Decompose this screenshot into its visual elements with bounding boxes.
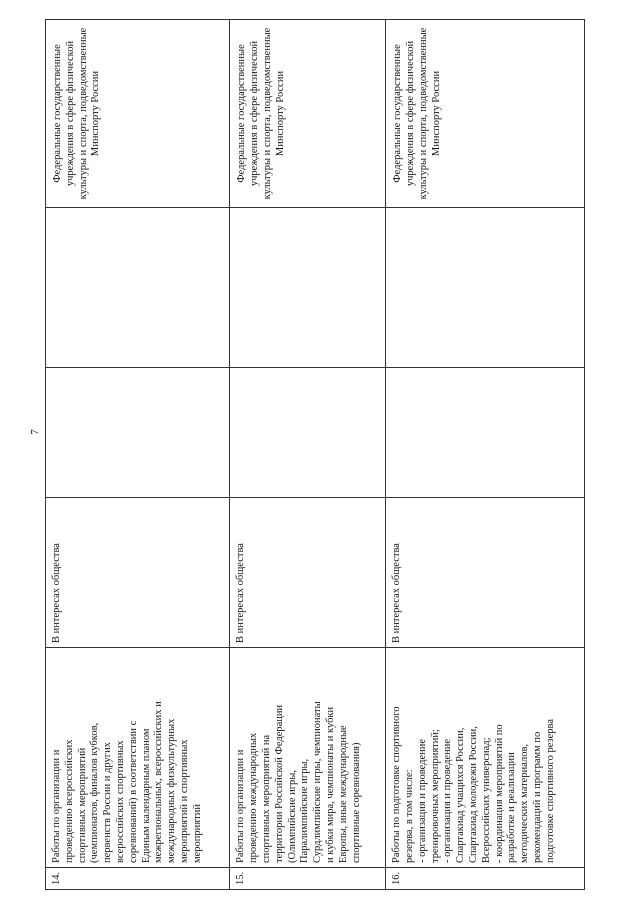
description-line: проведению всероссийских <box>63 739 75 863</box>
description-line: методических материалов, <box>519 743 531 863</box>
row-description <box>386 648 585 868</box>
description-line: Работы по организации и <box>51 749 62 863</box>
description-line: - организация и проведение <box>442 738 454 863</box>
row-purpose: В интересах общества <box>386 498 585 648</box>
row-organization: Федеральные государственные учреждения в сфере физической культуры и спорта, подведомственные Минспорту России <box>230 20 386 208</box>
description-line: разработке и реализации <box>506 752 518 863</box>
works-table <box>45 19 585 890</box>
description-line: Европы, иные международные <box>337 725 349 863</box>
row-empty-cell <box>230 368 386 498</box>
row-description <box>46 648 230 868</box>
description-line: - координация мероприятий по <box>493 724 505 863</box>
description-line: спортивные соревнования) <box>350 742 362 863</box>
table-row <box>46 20 230 890</box>
row-organization: Федеральные государственные учреждения в сфере физической культуры и спорта, подведомственные Минспорту России <box>386 20 585 208</box>
row-purpose: В интересах общества <box>230 498 386 648</box>
description-line: рекомендаций и программ по <box>531 731 543 863</box>
page-number: 7 <box>28 429 41 435</box>
description-line: соревнований) в соответствии с <box>127 720 139 863</box>
description-line: и кубки мира, чемпионаты и кубки <box>325 706 337 863</box>
description-line: спортивных мероприятий на <box>261 734 273 863</box>
description-line: всероссийских спортивных <box>114 740 126 863</box>
description-line: мероприятий и спортивных <box>178 739 190 863</box>
description-line: Работы по организации и <box>235 749 247 863</box>
description-line: территории Российской Федерации <box>273 704 285 863</box>
row-empty-cell <box>46 208 230 368</box>
description-line: резерва, в том числе: <box>403 769 415 863</box>
description-line: подготовке спортивного резерва <box>544 718 556 863</box>
description-line: Работы по подготовке спортивного <box>391 706 403 863</box>
row-empty-cell <box>386 208 585 368</box>
description-line: межрегиональных, всероссийских и <box>153 701 165 863</box>
description-line: Спартакиад молодежи России, <box>467 726 479 863</box>
rotated-table-container <box>45 20 585 890</box>
description-line: Единым календарным планом <box>140 728 152 863</box>
row-empty-cell <box>230 208 386 368</box>
description-line: международных физкультурных <box>166 718 178 863</box>
table-wrapper <box>45 20 585 890</box>
row-description <box>230 648 386 868</box>
description-line: (чемпионатов, финалов кубков, <box>89 722 101 863</box>
description-line: тренировочных мероприятий; <box>429 729 441 863</box>
row-number: 15. <box>230 868 386 890</box>
description-line: Спартакиад учащихся России, <box>455 727 467 863</box>
table-row <box>230 20 386 890</box>
description-line: - организация и проведение <box>416 738 428 863</box>
row-empty-cell <box>46 368 230 498</box>
description-line: Сурдлимпийские игры, чемпионаты <box>312 701 324 863</box>
description-line: (Олимпийские игры, <box>286 770 298 863</box>
row-organization: Федеральные государственные учреждения в сфере физической культуры и спорта, подведомственные Минспорту России <box>46 20 230 208</box>
description-line: Паралимпийские игры, <box>299 758 311 863</box>
row-purpose: В интересах общества <box>46 498 230 648</box>
table-row <box>386 20 585 890</box>
description-line: мероприятий <box>191 804 203 863</box>
description-line: спортивных мероприятий <box>76 747 88 863</box>
description-line: первенств России и других <box>102 742 114 863</box>
description-line: Всероссийских универсиад; <box>480 737 492 863</box>
row-number: 14. <box>46 868 230 890</box>
description-line: проведению международных <box>248 732 260 863</box>
row-number: 16. <box>386 868 585 890</box>
row-empty-cell <box>386 368 585 498</box>
